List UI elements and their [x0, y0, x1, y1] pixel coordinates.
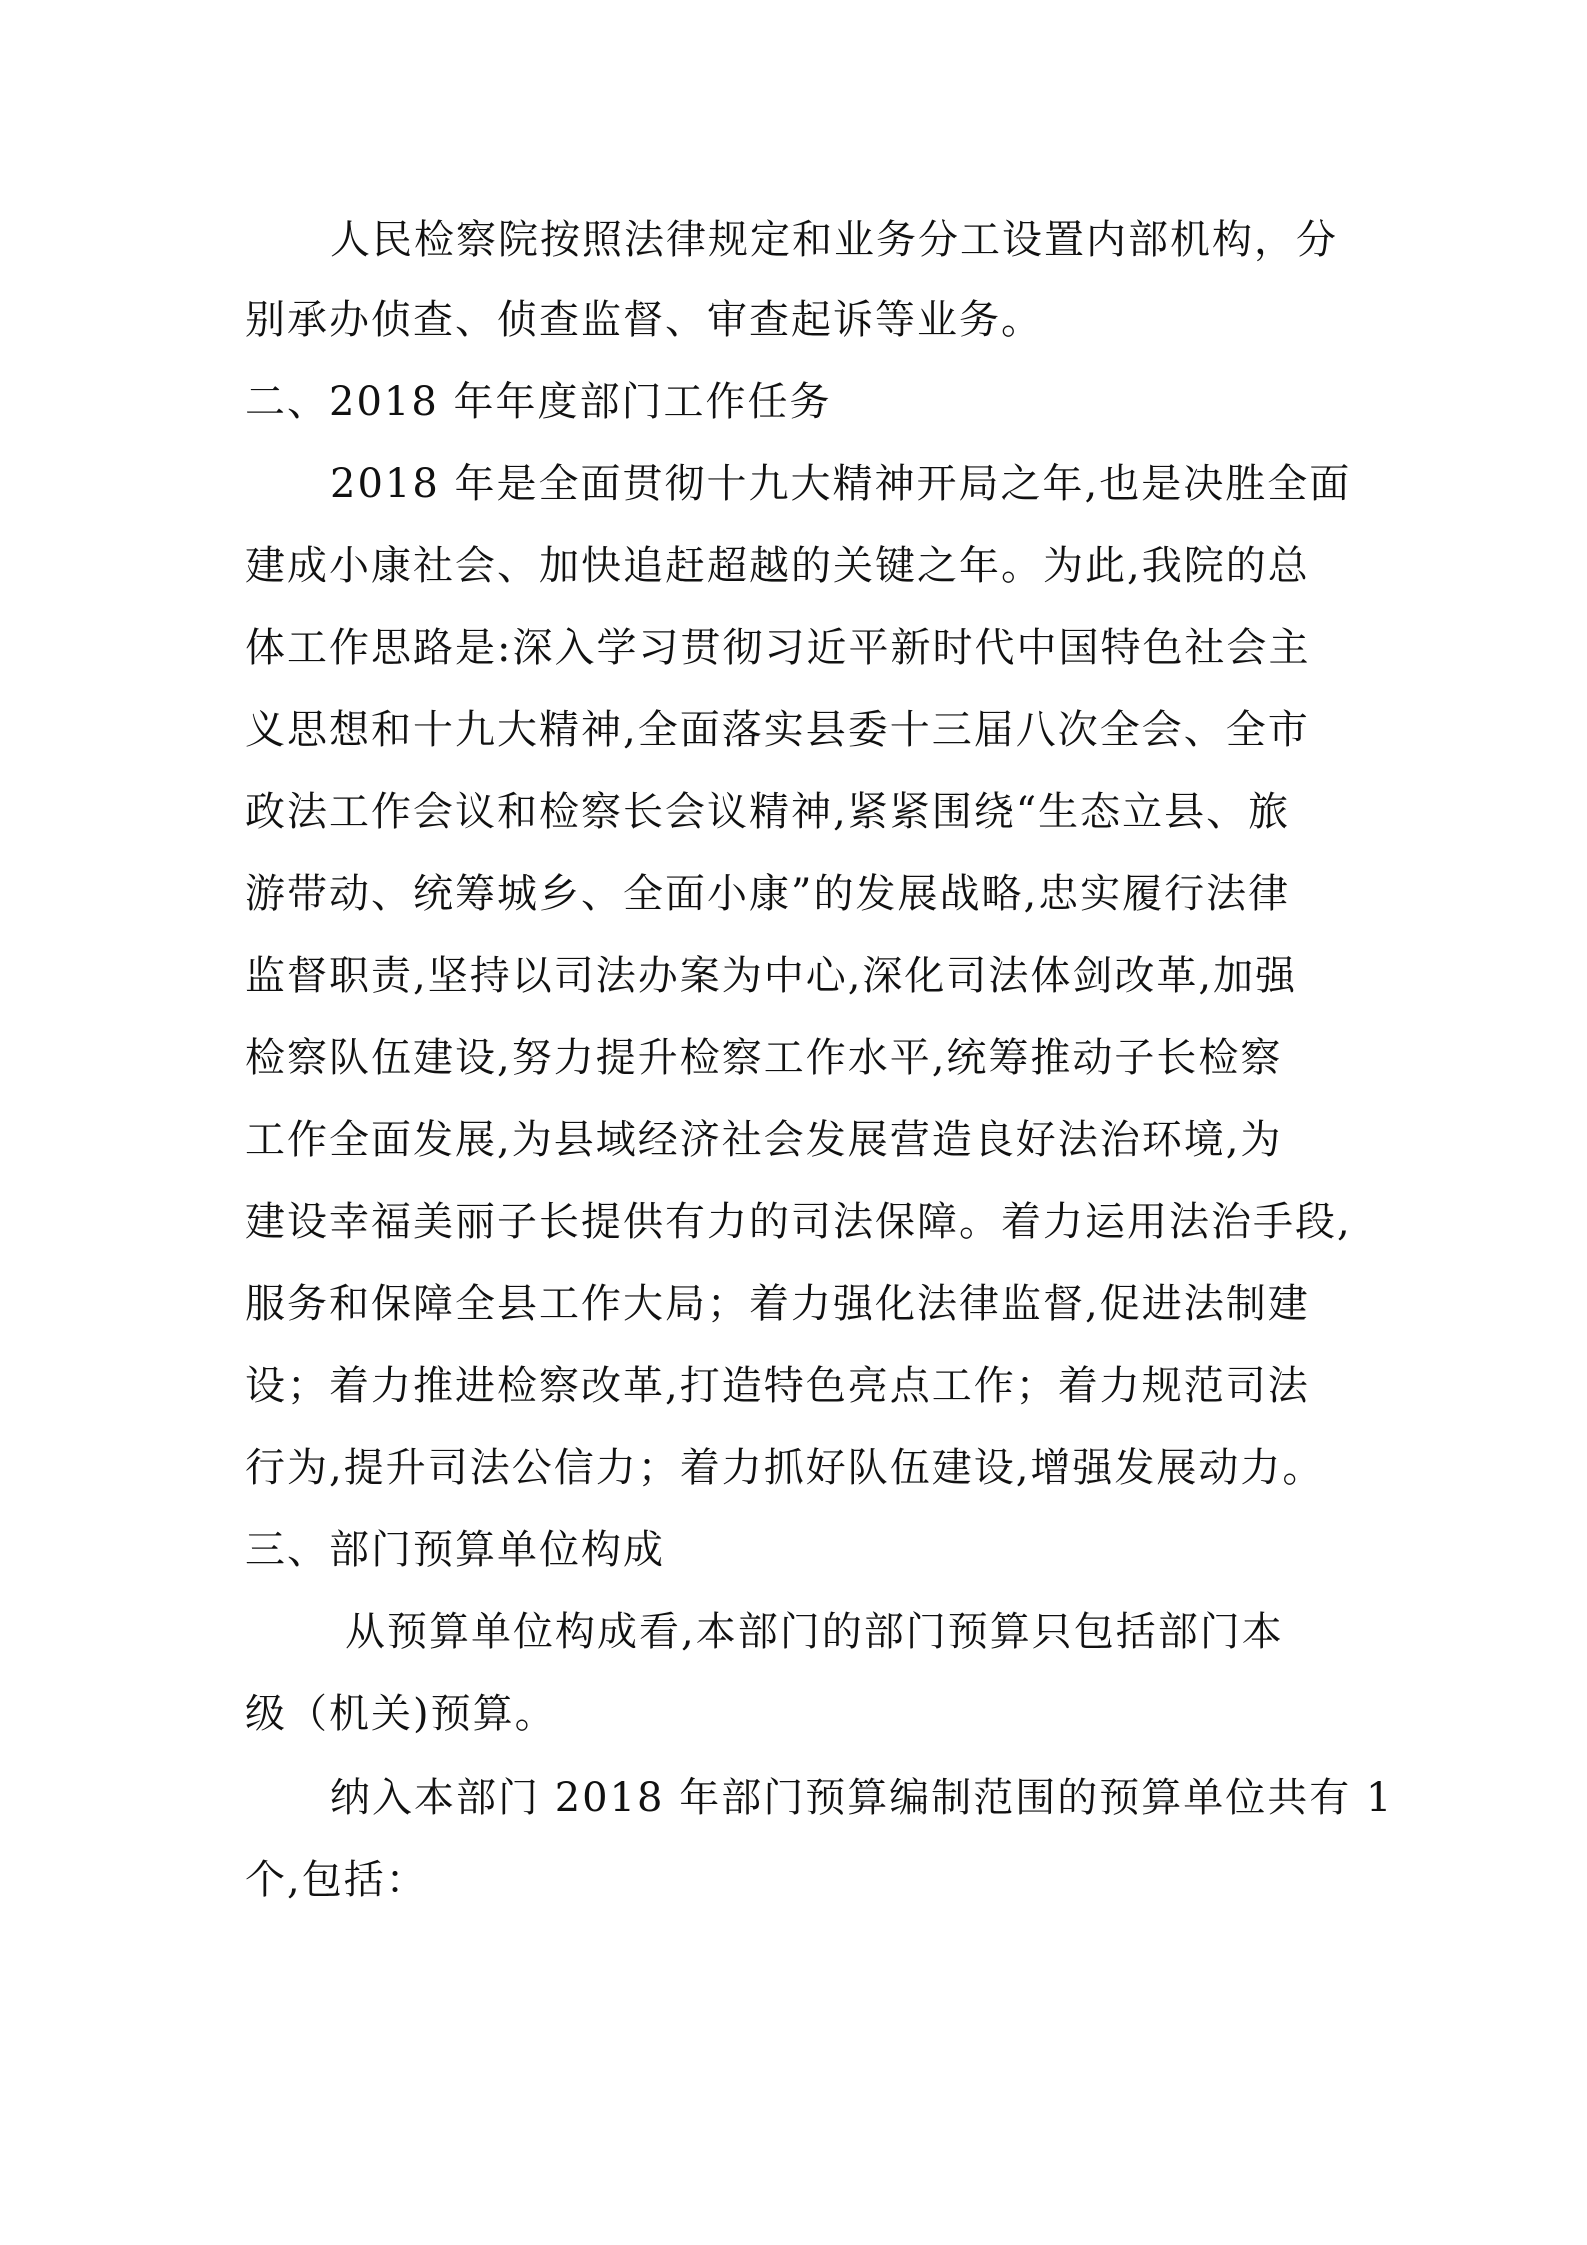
- paragraph-4-line-2: 个,包括：: [245, 1857, 428, 1903]
- paragraph-3-line-2: 级（机关)预算。: [245, 1691, 557, 1737]
- paragraph-2-line-6: 游带动、统筹城乡、全面小康”的发展战略,忠实履行法律: [245, 871, 1291, 917]
- paragraph-2-line-10: 建设幸福美丽子长提供有力的司法保障。着力运用法治手段,: [245, 1199, 1352, 1245]
- paragraph-3-line-1: 从预算单位构成看,本部门的部门预算只包括部门本: [345, 1609, 1284, 1655]
- paragraph-2-line-7: 监督职责,坚持以司法办案为中心,深化司法体剑改革,加强: [245, 953, 1298, 999]
- paragraph-2-line-5: 政法工作会议和检察长会议精神,紧紧围绕“生态立县、旅: [245, 789, 1291, 835]
- paragraph-2-line-9: 工作全面发展,为县域经济社会发展营造良好法治环境,为: [245, 1117, 1283, 1163]
- paragraph-2-line-2: 建成小康社会、加快追赶超越的关键之年。为此,我院的总: [245, 543, 1310, 589]
- paragraph-2-line-11: 服务和保障全县工作大局；着力强化法律监督,促进法制建: [245, 1281, 1310, 1327]
- paragraph-1-line-1: 人民检察院按照法律规定和业务分工设置内部机构，分: [330, 217, 1338, 263]
- paragraph-2-line-4: 义思想和十九大精神,全面落实县委十三届八次全会、全市: [245, 707, 1310, 753]
- section-heading-2: 二、2018 年年度部门工作任务: [245, 379, 832, 425]
- paragraph-2-line-1: 2018 年是全面贯彻十九大精神开局之年,也是决胜全面: [330, 461, 1352, 507]
- paragraph-2-line-13: 行为,提升司法公信力；着力抓好队伍建设,增强发展动力。: [245, 1445, 1325, 1491]
- section-heading-3: 三、部门预算单位构成: [245, 1527, 665, 1573]
- paragraph-2-line-3: 体工作思路是:深入学习贯彻习近平新时代中国特色社会主: [245, 625, 1311, 671]
- paragraph-4-line-1: 纳入本部门 2018 年部门预算编制范围的预算单位共有 1: [330, 1775, 1394, 1821]
- paragraph-2-line-8: 检察队伍建设,努力提升检察工作水平,统筹推动子长检察: [245, 1035, 1283, 1081]
- paragraph-2-line-12: 设；着力推进检察改革,打造特色亮点工作；着力规范司法: [245, 1363, 1310, 1409]
- paragraph-1-line-2: 别承办侦查、侦查监督、审查起诉等业务。: [245, 297, 1043, 343]
